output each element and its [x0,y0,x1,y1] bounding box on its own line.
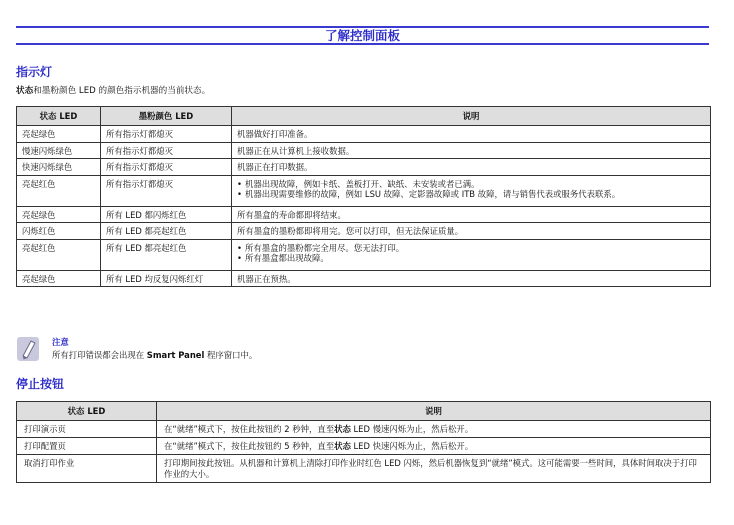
table-row [17,239,711,270]
stop-description-text: 在“就绪”模式下，按住此按钮约 2 秒钟，直至 [164,424,335,434]
bullet-item: • 所有墨盒的墨粉都完全用尽。您无法打印。 [237,243,705,254]
toner-led-cell: 所有指示灯都熄灭 [101,159,232,176]
description-cell [232,175,711,206]
description-text: 机器正在从计算机上接收数据。 [237,145,355,156]
description-cell [232,206,711,223]
note-text [52,350,257,360]
stop-description-cell [157,455,711,483]
description-cell [232,270,711,287]
stop-description-text: 打印期间按此按钮。从机器和计算机上清除打印作业时红色 LED 闪烁，然后机器恢复到“就绪”模式。这可能需要一些时间，具体时间取决于打印作业的大小。 [164,458,697,479]
bullet-item: • 机器出现故障，例如卡纸、盖板打开、缺纸、未安装或者已满。 [237,179,705,190]
intro-text: 和墨粉颜色 LED 的颜色指示机器的当前状态。 [33,86,211,96]
note-text-bold: Smart Panel [146,350,205,360]
description-cell [232,159,711,176]
stop-description-bold: 状态 [334,424,351,434]
header-stop-status-led: 状态 LED [17,402,157,421]
toner-led-cell: 所有指示灯都熄灭 [101,142,232,159]
table-row [17,142,711,159]
table-row [17,126,711,143]
table-row [17,421,711,438]
indicator-section-heading: 指示灯 [16,65,53,79]
table-row [17,206,711,223]
status-led-cell: 亮起绿色 [17,270,101,287]
status-led-cell: 亮起红色 [17,175,101,206]
description-text: 机器正在打印数据。 [237,162,313,172]
table-row [17,270,711,287]
table-row [17,438,711,455]
table-row [17,223,711,240]
header-description: 说明 [232,107,711,126]
description-text: 机器正在预热。 [237,273,296,284]
stop-action-cell: 打印演示页 [17,421,157,438]
chapter-title: 了解控制面板 [324,28,400,43]
description-cell [232,126,711,143]
description-bullets [237,179,705,200]
note-title: 注意 [52,337,69,347]
indicator-table-header [17,107,711,126]
description-cell [232,239,711,270]
description-cell [232,223,711,240]
header-toner-led: 墨粉颜色 LED [101,107,232,126]
toner-led-cell: 所有 LED 都闪烁红色 [101,206,232,223]
description-cell [232,142,711,159]
indicator-table [16,106,711,287]
toner-led-cell: 所有 LED 均反复闪烁红灯 [101,270,232,287]
stop-description-bold: 状态 [334,441,351,451]
bullet-item: • 所有墨盒都出现故障。 [237,253,705,264]
stop-description-end: LED 慢速闪烁为止，然后松开。 [350,424,474,434]
table-row [17,159,711,176]
header-stop-description: 说明 [157,402,711,421]
intro-bold-term: 状态 [16,86,34,96]
toner-led-cell: 所有指示灯都熄灭 [101,175,232,206]
status-led-cell: 亮起绿色 [17,206,101,223]
status-led-cell: 亮起绿色 [17,126,101,143]
stop-description-end: LED 快速闪烁为止，然后松开。 [350,441,474,451]
chapter-title-bar [16,26,709,45]
status-led-cell: 闪烁红色 [17,223,101,240]
header-status-led: 状态 LED [17,107,101,126]
bullet-item: • 机器出现需要维修的故障，例如 LSU 故障、定影器故障或 ITB 故障，请与销售代表或服务代表联系。 [237,189,705,200]
note-text-end: 程序窗口中。 [204,350,258,360]
status-led-cell: 快速闪烁绿色 [17,159,101,176]
indicator-intro [16,86,210,97]
stop-description-cell [157,421,711,438]
status-led-cell: 亮起红色 [17,239,101,270]
stop-table-header [17,402,711,421]
table-row [17,455,711,483]
stop-action-cell: 打印配置页 [17,438,157,455]
description-bullets [237,243,705,264]
status-led-cell: 慢速闪烁绿色 [17,142,101,159]
toner-led-cell: 所有 LED 都亮起红色 [101,239,232,270]
note-pencil-icon [16,336,40,362]
description-text: 所有墨盒的墨粉都即将用完。您可以打印，但无法保证质量。 [237,226,464,236]
stop-description-cell [157,438,711,455]
description-text: 所有墨盒的寿命都即将结束。 [237,209,346,220]
stop-button-table [16,401,711,483]
table-row [17,175,711,206]
toner-led-cell: 所有指示灯都熄灭 [101,126,232,143]
stop-section-heading: 停止按钮 [16,377,65,391]
stop-action-cell: 取消打印作业 [17,455,157,483]
description-text: 机器做好打印准备。 [237,129,313,139]
note-text-start: 所有打印错误都会出现在 [52,350,147,360]
stop-description-text: 在“就绪”模式下，按住此按钮约 5 秒钟，直至 [164,441,335,451]
toner-led-cell: 所有 LED 都亮起红色 [101,223,232,240]
